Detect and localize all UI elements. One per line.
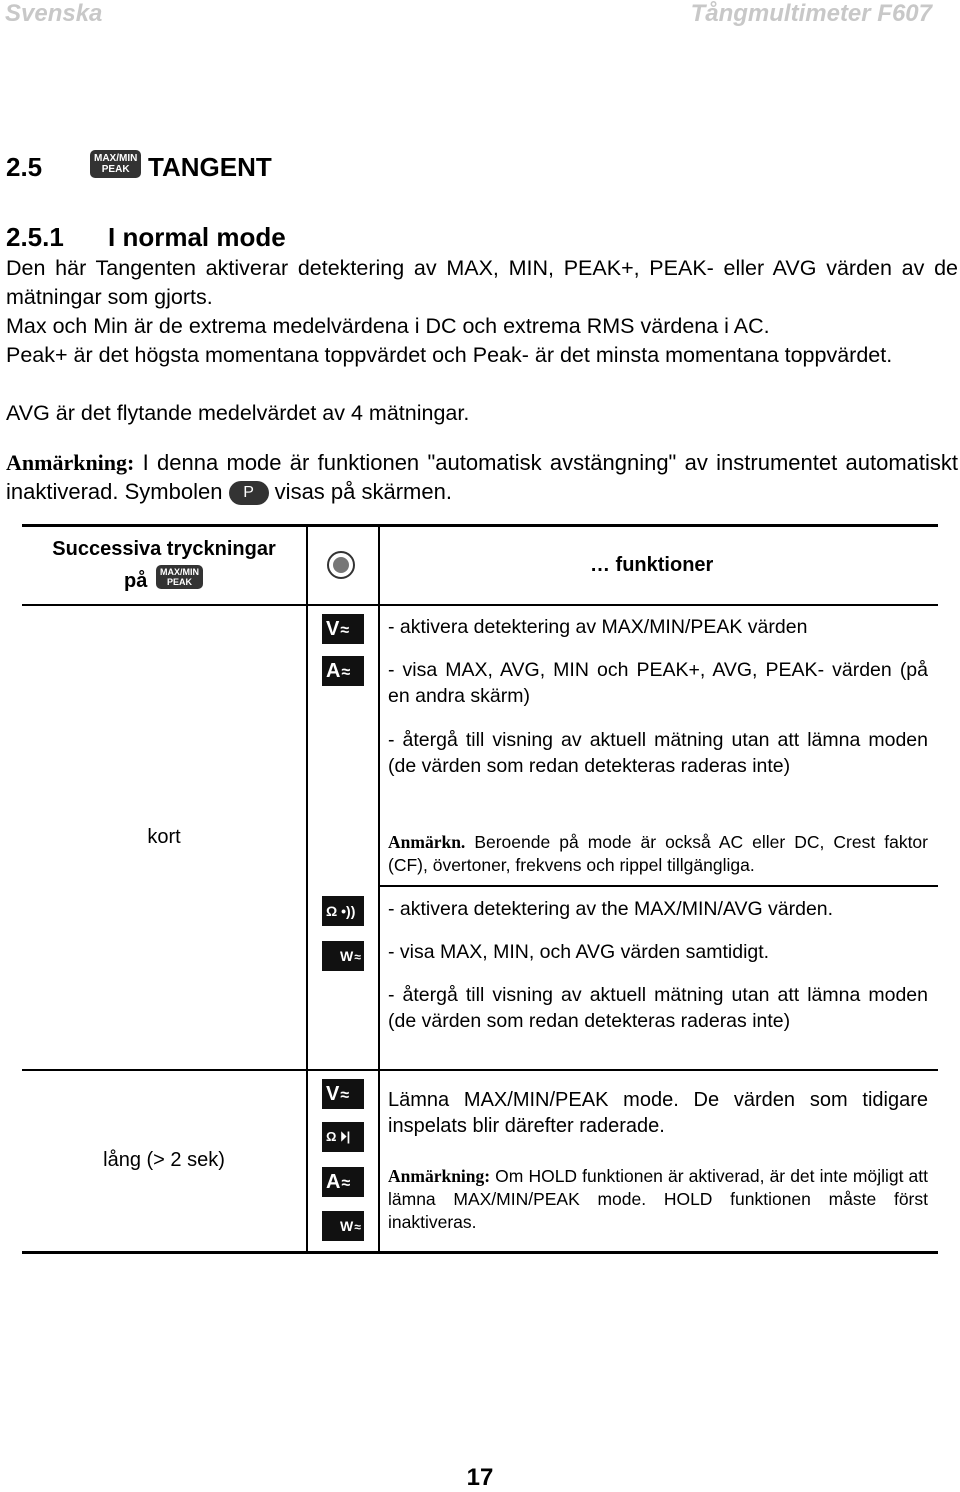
note-text-b: visas på skärmen. xyxy=(268,479,452,504)
watt-mode-icon xyxy=(322,941,364,971)
function-long-note-text: Om HOLD funktionen är aktiverad, är det inte möjligt att lämna MAX/MIN/PEAK mode. HOLD funktionen måste först inaktiveras. xyxy=(388,1166,928,1232)
row-label-short: kort xyxy=(147,826,181,848)
volt-wave: ≈ xyxy=(340,622,350,639)
max-min-peak-key-small-icon xyxy=(156,565,203,590)
function-ow-return: - återgå till visning av aktuell mätning utan att lämna moden (de värden som redan detekteras raderas inte) xyxy=(388,984,928,1032)
ampere-letter: A xyxy=(326,660,341,682)
subsection-number: 2.5.1 xyxy=(6,222,64,252)
function-long-note xyxy=(388,1165,928,1234)
max-min-peak-key-icon xyxy=(90,150,141,178)
volt-letter-long: V xyxy=(326,1083,340,1105)
small-key-label-line2: PEAK xyxy=(166,577,192,587)
ampere-wave-long: ≈ xyxy=(341,1175,351,1192)
watt-wave: ≈ xyxy=(354,950,361,964)
table-col-divider-1 xyxy=(306,527,308,1251)
ampere-letter-long: A xyxy=(326,1171,341,1193)
function-ow-activate: - aktivera detektering av the MAX/MIN/AVG värden. xyxy=(388,898,834,920)
section-number: 2.5 xyxy=(6,152,43,182)
table-head-presses: Successiva tryckningar xyxy=(52,538,276,560)
header-document-title: Tångmultimeter F607 xyxy=(690,0,932,27)
diode-symbol: ⏵| xyxy=(340,1129,351,1144)
volt-letter: V xyxy=(326,618,340,640)
ampere-mode-icon xyxy=(322,656,364,686)
watt-letter: W xyxy=(340,948,354,964)
note-label: Anmärkning: xyxy=(6,450,135,475)
rotary-switch-icon xyxy=(327,551,355,579)
small-key-label-line1: MAX/MIN xyxy=(160,567,199,577)
table-top-rule xyxy=(22,524,938,527)
table-head-functions: … funktioner xyxy=(590,554,714,576)
note-paragraph xyxy=(6,448,958,506)
ohm-continuity-icon xyxy=(322,896,364,926)
section-title: TANGENT xyxy=(148,152,272,182)
function-va-note xyxy=(388,831,928,877)
page-number: 17 xyxy=(466,1464,494,1491)
volt-mode-icon-long xyxy=(322,1079,364,1109)
ohm-diode-icon-long xyxy=(322,1122,364,1152)
sound-symbol: •)) xyxy=(341,903,356,919)
key-label-line1: MAX/MIN xyxy=(94,153,138,164)
function-va-note-text: Beroende på mode är också AC eller DC, Crest faktor (CF), övertoner, frekvens och rippel tillgängliga. xyxy=(388,832,928,875)
function-va-note-label: Anmärkn. xyxy=(388,832,466,852)
volt-mode-icon xyxy=(322,614,364,644)
header-language: Svenska xyxy=(5,0,103,27)
ampere-mode-icon-long xyxy=(322,1167,364,1197)
volt-wave-long: ≈ xyxy=(340,1087,350,1104)
function-va-activate: - aktivera detektering av MAX/MIN/PEAK värden xyxy=(388,616,808,638)
ohm-letter: Ω xyxy=(326,903,338,919)
paragraph-intro: Den här Tangenten aktiverar detektering av MAX, MIN, PEAK+, PEAK- eller AVG värden av de mätningar som gjorts. xyxy=(6,256,958,309)
function-va-display: - visa MAX, AVG, MIN och PEAK+, AVG, PEAK- värden (på en andra skärm) xyxy=(388,659,928,707)
row-label-long: lång (> 2 sek) xyxy=(103,1149,225,1171)
function-va-return: - återgå till visning av aktuell mätning utan att lämna moden (de värden som redan detekteras raderas inte) xyxy=(388,729,928,777)
function-long-exit: Lämna MAX/MIN/PEAK mode. De värden som tidigare inspelats blir därefter raderade. xyxy=(388,1089,928,1137)
watt-mode-icon-long xyxy=(322,1211,364,1241)
table-head-on: på xyxy=(124,570,148,592)
p-symbol-icon: P xyxy=(229,481,269,505)
note-text-a: I denna mode är funktionen "automatisk avstängning" av instrumentet automatiskt inaktiverad. Symbolen xyxy=(6,450,958,504)
paragraph-avg: AVG är det flytande medelvärdet av 4 mätningar. xyxy=(6,401,470,425)
subsection-title: I normal mode xyxy=(108,222,286,252)
table-row-rule xyxy=(22,1069,938,1071)
watt-letter-long: W xyxy=(340,1218,354,1234)
watt-wave-long: ≈ xyxy=(354,1220,361,1234)
paragraph-max-min: Max och Min är de extrema medelvärdena i DC och extrema RMS värdena i AC. xyxy=(6,314,770,338)
ampere-wave: ≈ xyxy=(341,664,351,681)
table-bottom-rule xyxy=(22,1251,938,1254)
key-label-line2: PEAK xyxy=(101,164,130,175)
table-header-rule xyxy=(22,604,938,606)
ohm-letter-long: Ω xyxy=(326,1129,337,1144)
table-inner-rule xyxy=(380,885,938,887)
table-col-divider-2 xyxy=(378,527,380,1251)
function-ow-display: - visa MAX, MIN, och AVG värden samtidigt. xyxy=(388,941,770,963)
function-long-note-label: Anmärkning: xyxy=(388,1166,491,1186)
paragraph-peak: Peak+ är det högsta momentana toppvärdet och Peak- är det minsta momentana toppvärdet. xyxy=(6,343,893,367)
